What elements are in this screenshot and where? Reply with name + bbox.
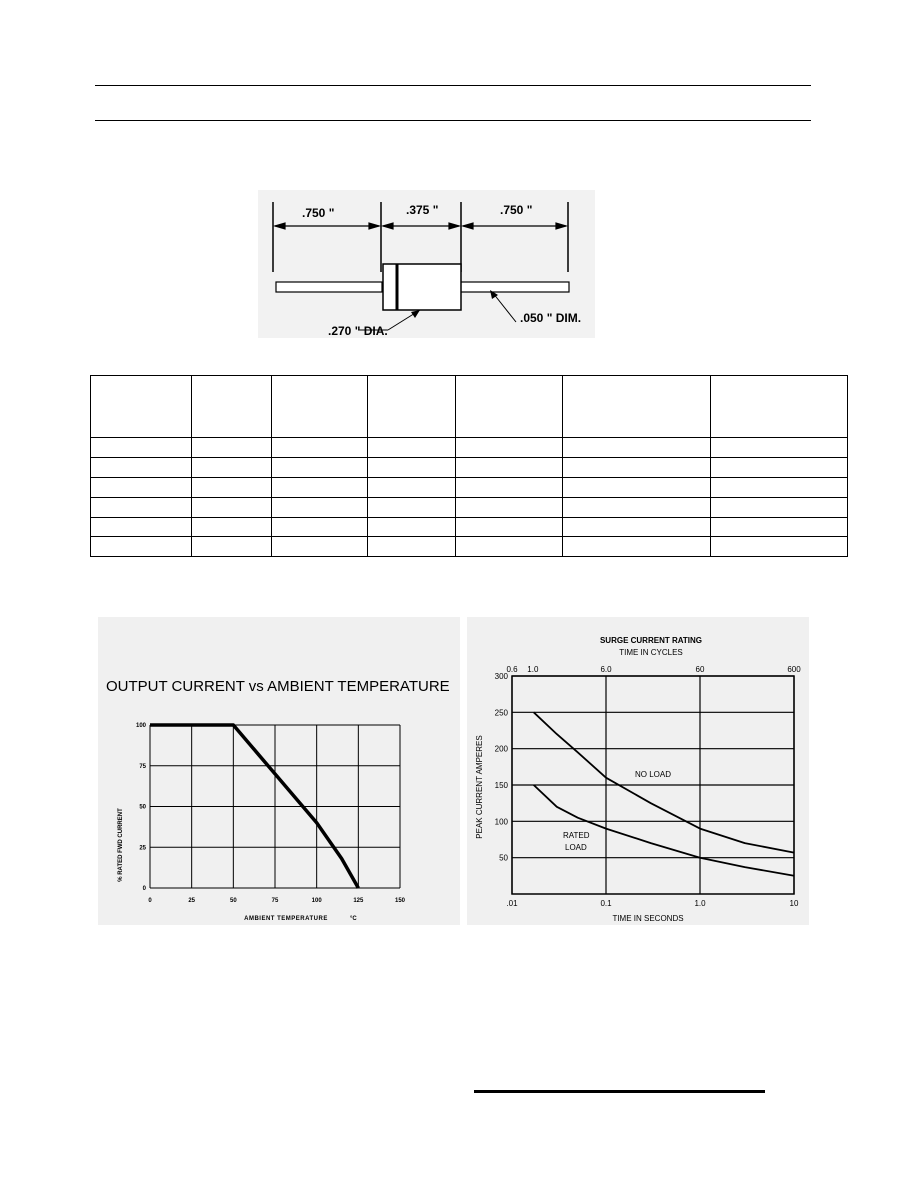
table-row — [91, 518, 848, 537]
table-row — [91, 498, 848, 518]
chart1-x-tick-label: 50 — [229, 898, 237, 904]
chart2-y-tick-label: 200 — [494, 744, 508, 754]
dim-right-lead-label: .750 " — [500, 203, 533, 217]
dim-lead-diameter-label: .050 " DIM. — [520, 311, 582, 325]
table-row — [91, 438, 848, 458]
chart2-top-tick-label: 600 — [787, 665, 801, 674]
output-current-chart — [98, 617, 460, 925]
chart1-x-axis-label: AMBIENT TEMPERATURE — [244, 916, 328, 922]
dim-body-diameter-label: .270 " DIA. — [328, 324, 388, 338]
spec-table — [90, 375, 848, 557]
chart2-top-tick-label: 60 — [695, 665, 705, 674]
table-row — [91, 458, 848, 478]
chart2-y-tick-label: 300 — [494, 672, 508, 681]
chart1-y-tick-label: 75 — [139, 763, 146, 770]
chart2-top-tick-label: 0.6 — [506, 665, 518, 674]
chart2-y-tick-label: 150 — [494, 781, 508, 790]
header-rule-bottom — [95, 120, 811, 121]
dim-left-lead-label: .750 " — [302, 206, 335, 220]
chart1-title: OUTPUT CURRENT vs AMBIENT TEMPERATURE — [106, 678, 450, 695]
chart1-x-tick-label: 75 — [271, 898, 279, 904]
chart2-subtitle: TIME IN CYCLES — [619, 648, 683, 657]
chart1-y-tick-label: 50 — [139, 804, 146, 811]
chart1-y-tick-label: 25 — [139, 845, 146, 852]
table-header-row — [91, 376, 848, 438]
chart2-x-tick-label: 10 — [789, 899, 799, 908]
chart1-x-tick-label: 125 — [353, 898, 364, 904]
chart2-x-axis-label: TIME IN SECONDS — [612, 914, 684, 923]
chart2-x-tick-label: 0.1 — [600, 899, 612, 908]
chart2-top-tick-label: 6.0 — [600, 665, 612, 674]
chart1-y-axis-label: % RATED FWD CURRENT — [118, 808, 124, 882]
chart2-y-axis-label: PEAK CURRENT AMPERES — [475, 735, 484, 839]
chart1-x-tick-label: 25 — [188, 898, 196, 904]
annotation-no-load: NO LOAD — [635, 770, 672, 779]
chart2-x-tick-label: 1.0 — [694, 899, 706, 908]
table-row — [91, 537, 848, 557]
chart1-x-tick-label: 150 — [394, 898, 406, 904]
surge-current-chart — [467, 617, 809, 925]
annotation-rated: RATED — [563, 831, 590, 840]
chart1-x-tick-label: 0 — [148, 898, 152, 904]
chart2-y-tick-label: 50 — [499, 853, 508, 863]
chart2-x-tick-label: .01 — [506, 899, 518, 908]
header-rule-top — [95, 85, 811, 86]
chart1-x-axis-unit: °C — [350, 916, 357, 922]
chart1-y-tick-label: 100 — [135, 723, 146, 729]
chart2-title: SURGE CURRENT RATING — [599, 636, 703, 645]
chart1-x-tick-label: 100 — [311, 898, 322, 904]
annotation-load: LOAD — [565, 843, 587, 852]
chart2-top-tick-label: 1.0 — [527, 665, 539, 674]
chart2-y-tick-label: 250 — [494, 708, 508, 718]
diode-dimension-drawing — [258, 190, 595, 338]
chart1-y-tick-label: 0 — [142, 886, 146, 892]
table-row — [91, 478, 848, 498]
signature-line — [474, 1090, 765, 1093]
chart2-y-tick-label: 100 — [494, 817, 508, 827]
dim-body-length-label: .375 " — [406, 203, 439, 217]
